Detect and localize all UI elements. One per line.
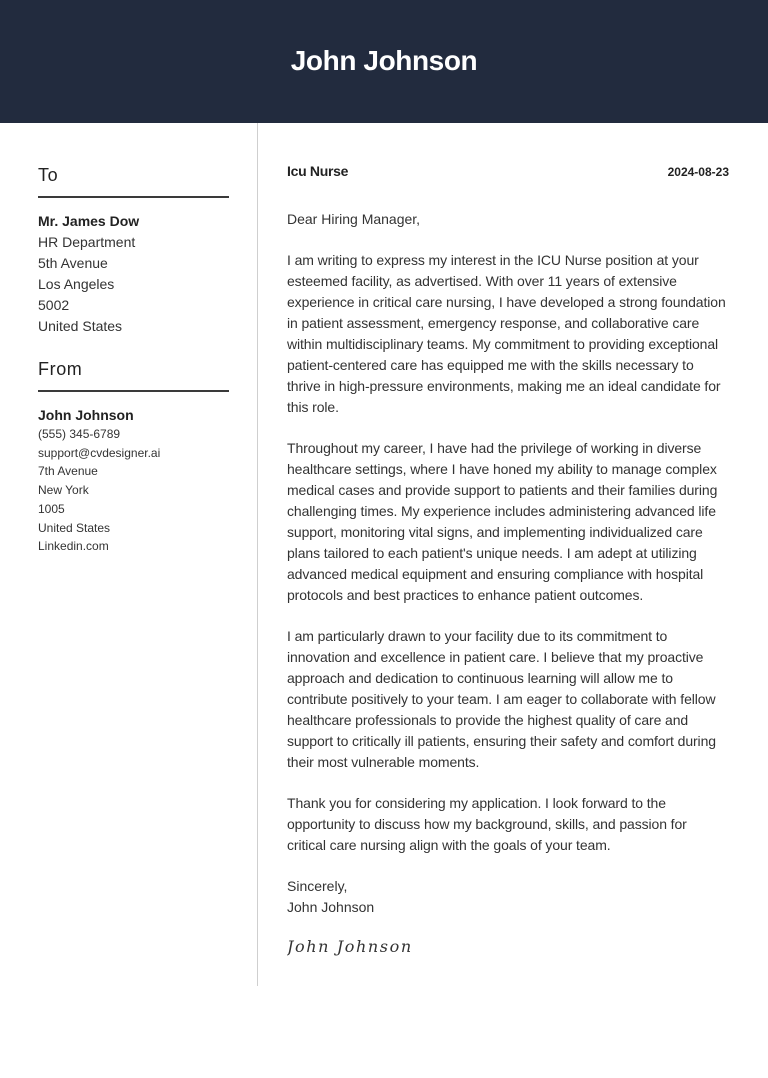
sender-country: United States <box>38 520 111 535</box>
sender-name: John Johnson <box>38 407 134 423</box>
closing-block <box>287 876 729 918</box>
recipient-name: Mr. James Dow <box>38 213 140 229</box>
letter-body <box>287 123 729 967</box>
signature-text: John Johnson <box>287 937 413 956</box>
paragraph-4: Thank you for considering my application. I look forward to the opportunity to discuss how my background, skills, and passion for critical care nursing align with the goals of your team. <box>287 795 687 853</box>
page-header <box>0 0 768 123</box>
recipient-country: United States <box>38 318 123 334</box>
sidebar <box>38 123 229 556</box>
recipient-department: HR Department <box>38 234 136 250</box>
recipient-city: Los Angeles <box>38 276 115 292</box>
closing-salutation: Sincerely, <box>287 878 348 894</box>
to-heading: To <box>38 165 229 198</box>
signer-name: John Johnson <box>287 899 375 915</box>
sender-linkedin: Linkedin.com <box>38 539 109 554</box>
header-name: John Johnson <box>290 44 478 76</box>
from-heading: From <box>38 359 229 392</box>
sender-phone: (555) 345-6789 <box>38 427 121 441</box>
job-title: Icu Nurse <box>287 163 349 179</box>
handwritten-signature <box>287 932 487 962</box>
sender-city: New York <box>38 483 89 498</box>
recipient-address <box>38 211 229 337</box>
paragraph-3: I am particularly drawn to your facility due to its commitment to innovation and excellence in patient care. I believe that my proactive approach and dedication to continuous learning will allow me to contribute positively to your team. I am eager to collaborate with fellow healthcare professionals to provide the highest quality of care and support to critically ill patients, ensuring their safety and comfort during their most vulnerable moments. <box>287 628 716 770</box>
sender-email: support@cvdesigner.ai <box>38 445 161 460</box>
letter-date: 2024-08-23 <box>667 165 729 179</box>
letter-header <box>287 163 729 179</box>
recipient-street: 5th Avenue <box>38 255 108 271</box>
sender-street: 7th Avenue <box>38 464 98 479</box>
recipient-postcode: 5002 <box>38 297 70 313</box>
paragraph-1: I am writing to express my interest in the ICU Nurse position at your esteemed facility, as advertised. With over 11 years of extensive experience in critical care nursing, I have developed a strong foundation in patient assessment, emergency response, and collaborative care within multidisciplinary teams. My commitment to providing exceptional patient-centered care has equipped me with the skills necessary to thrive in high-pressure environments, making me an ideal candidate for this role. <box>287 252 726 415</box>
column-divider <box>257 123 258 986</box>
sender-address <box>38 405 229 556</box>
sender-postcode: 1005 <box>38 501 65 516</box>
greeting: Dear Hiring Manager, <box>287 211 421 227</box>
paragraph-2: Throughout my career, I have had the privilege of working in diverse healthcare settings, where I have honed my ability to manage complex medical cases and provide support to patients and their families during challenging times. My experience includes administering advanced life support, monitoring vital signs, and implementing individualized care plans tailored to each patient's unique needs. I am adept at utilizing advanced medical equipment and ensuring compliance with hospital protocols and best practices to enhance patient outcomes. <box>287 440 718 603</box>
